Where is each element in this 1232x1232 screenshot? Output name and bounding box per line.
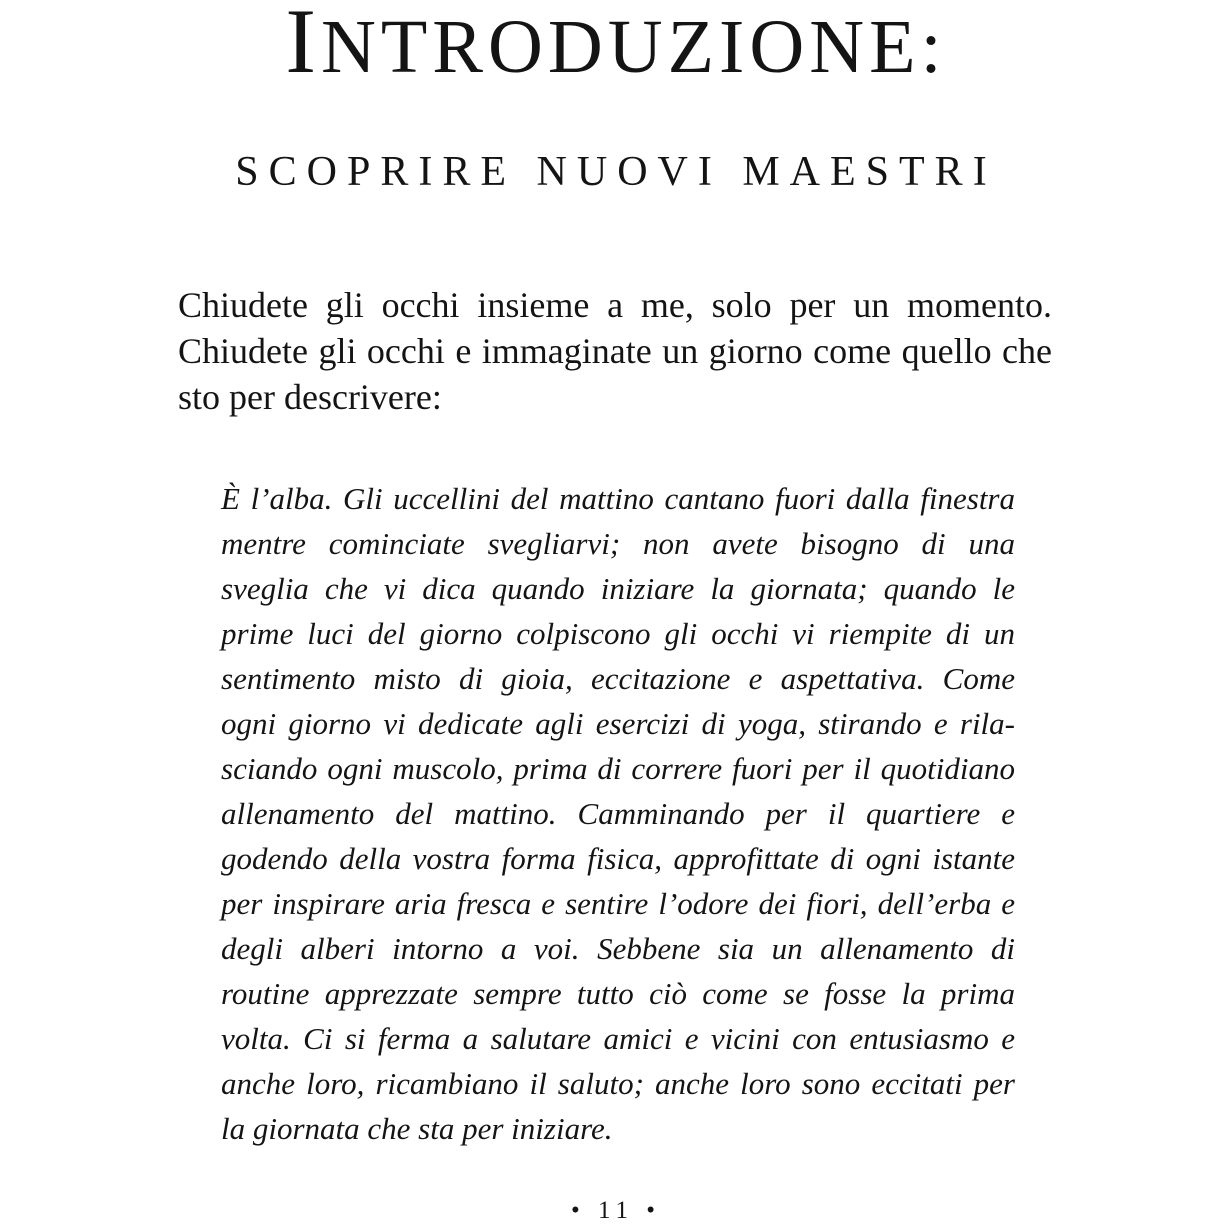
text-line: È l’alba. Gli uccellini del mattino cantano fuori dalla finestra (221, 480, 1015, 516)
block-quote (221, 476, 1015, 1151)
text-line: prime luci del giorno colpiscono gli occhi vi riempite di un (221, 615, 1015, 651)
text-line: anche loro, ricambiano il saluto; anche loro sono eccitati per (221, 1065, 1015, 1101)
page-number: • 11 • (570, 1196, 662, 1224)
text-line: Chiudete gli occhi e immaginate un giorno come quello che (178, 330, 1052, 371)
text-line: routine apprezzate sempre tutto ciò come se fosse la prima (221, 975, 1015, 1011)
text-line: sveglia che vi dica quando iniziare la giornata; quando le (221, 570, 1015, 606)
chapter-title-initial: I (285, 0, 321, 92)
text-line: ogni giorno vi dedicate agli esercizi di yoga, stirando e rila- (221, 705, 1015, 741)
chapter-title-rest: NTRODUZIONE: (320, 5, 947, 89)
text-line: allenamento del mattino. Camminando per il quartiere e (221, 795, 1015, 831)
chapter-subtitle: SCOPRIRE NUOVI MAESTRI (235, 149, 997, 196)
text-line: sentimento misto di gioia, eccitazione e aspettativa. Come (221, 660, 1015, 696)
text-line: degli alberi intorno a voi. Sebbene sia un allenamento di (221, 930, 1015, 966)
chapter-title (0, 0, 1232, 92)
text-line: sto per descrivere: (178, 376, 442, 417)
text-line: la giornata che sta per iniziare. (221, 1110, 613, 1146)
intro-paragraph (178, 282, 1052, 420)
text-line: godendo della vostra forma fisica, approfittate di ogni istante (221, 840, 1015, 876)
text-line: per inspirare aria fresca e sentire l’odore dei fiori, dell’erba e (221, 885, 1015, 921)
text-line: Chiudete gli occhi insieme a me, solo per un momento. (178, 284, 1052, 325)
text-line: volta. Ci si ferma a salutare amici e vicini con entusiasmo e (221, 1020, 1015, 1056)
text-line: mentre cominciate svegliarvi; non avete bisogno di una (221, 525, 1015, 561)
text-line: sciando ogni muscolo, prima di correre fuori per il quotidiano (221, 750, 1015, 786)
